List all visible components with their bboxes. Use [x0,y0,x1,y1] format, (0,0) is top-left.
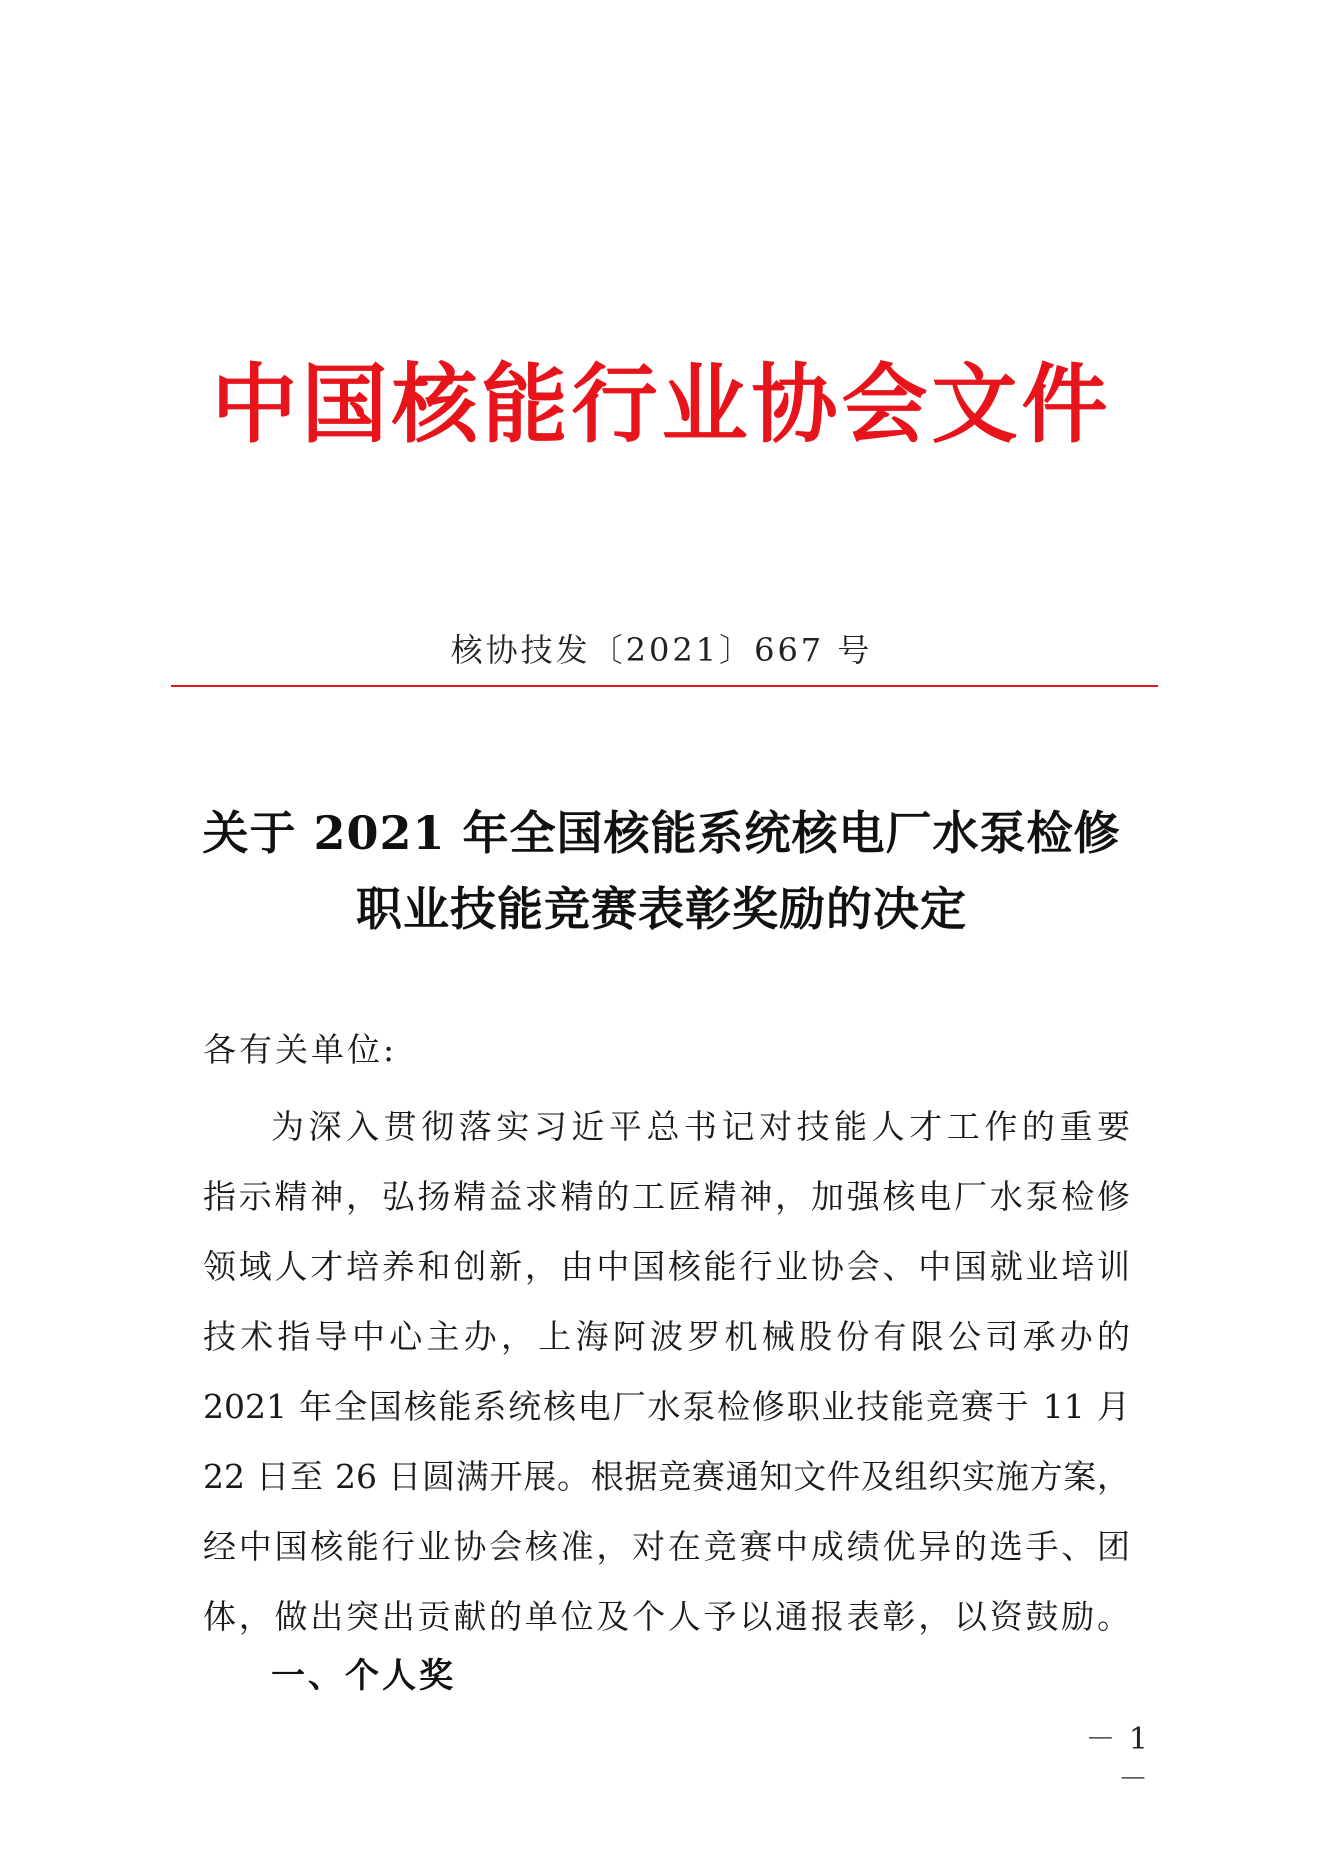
document-number: 核协技发〔2021〕667 号 [450,631,873,669]
red-divider-line [171,685,1158,687]
body-line: 2021 年全国核能系统核电厂水泵检修职业技能竞赛于 11 月 [203,1387,1130,1426]
document-title [0,795,1323,947]
salutation: 各有关单位: [203,1030,398,1069]
title-line-1: 关于 2021 年全国核能系统核电厂水泵检修 [202,806,1121,860]
body-line: 为深入贯彻落实习近平总书记对技能人才工作的重要 [271,1107,1130,1146]
title-line-2: 职业技能竞赛表彰奖励的决定 [356,882,967,936]
body-paragraph [203,1092,1130,1652]
body-line: 技术指导中心主办，上海阿波罗机械股份有限公司承办的 [203,1317,1130,1356]
body-line: 22 日至 26 日圆满开展。根据竞赛通知文件及组织实施方案， [203,1457,1130,1496]
section-heading: 一、个人奖 [271,1656,456,1696]
organization-header: 中国核能行业协会文件 [211,354,1112,455]
body-line: 体，做出突出贡献的单位及个人予以通报表彰，以资鼓励。 [203,1597,1130,1636]
page-number: － 1 － [1085,1722,1150,1797]
body-line: 领域人才培养和创新，由中国核能行业协会、中国就业培训 [203,1247,1130,1286]
body-line: 经中国核能行业协会核准，对在竞赛中成绩优异的选手、团 [203,1527,1130,1566]
body-line: 指示精神，弘扬精益求精的工匠精神，加强核电厂水泵检修 [203,1177,1130,1216]
